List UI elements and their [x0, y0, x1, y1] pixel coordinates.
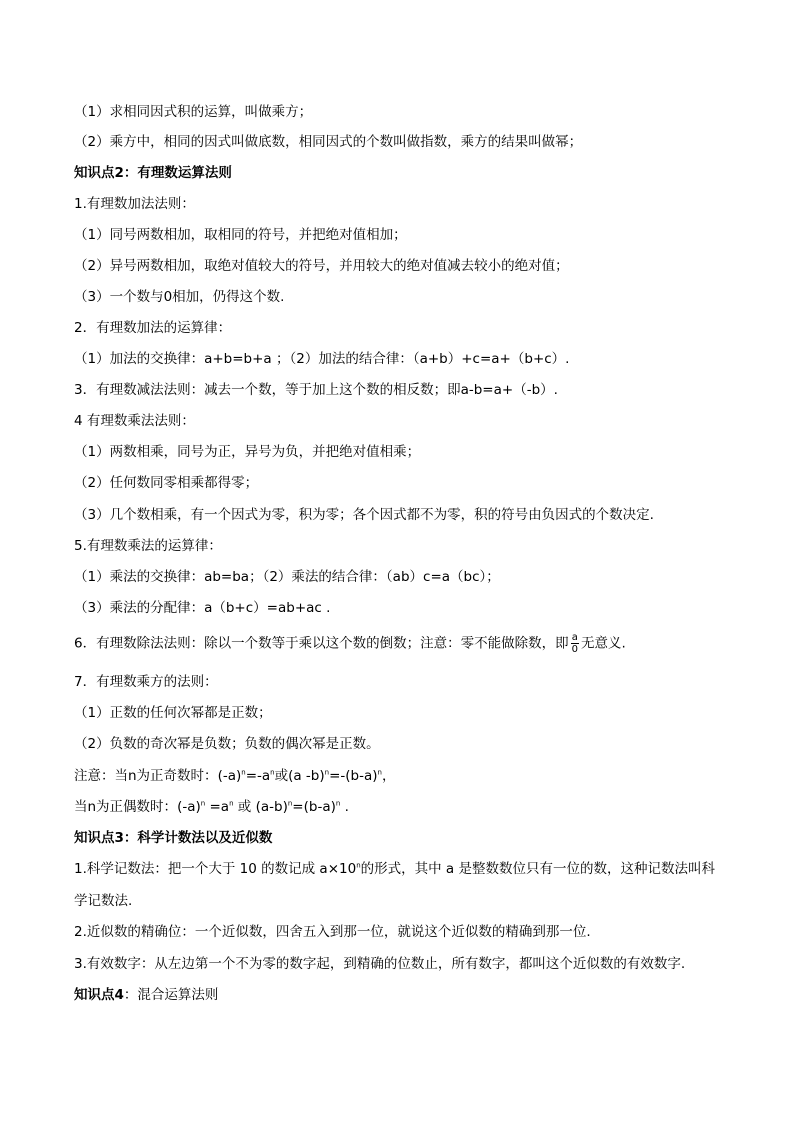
text-line: 1.有理数加法法则： — [74, 196, 195, 212]
section-heading: 知识点3：科学计数法以及近似数 — [74, 830, 273, 846]
exponent: n — [287, 799, 293, 808]
note-prefix: 当n为正偶数时： — [74, 799, 178, 815]
sci-text: 1.科学记数法：把一个大于 10 的数记成 a×10 — [74, 861, 357, 877]
heading-label: 知识点4 — [74, 987, 124, 1003]
text-line: （1）正数的任何次幂都是正数； — [74, 705, 272, 721]
sci-text: 的形式，其中 a 是整数数位只有一位的数，这种记数法叫科 — [360, 861, 715, 877]
text-line: （3）乘法的分配律：a（b+c）=ab+ac . — [74, 600, 331, 616]
text-line: （3）一个数与0相加，仍得这个数. — [74, 289, 285, 305]
text-line: （1）求相同因式积的运算，叫做乘方； — [74, 104, 313, 120]
exponent: n — [241, 768, 246, 777]
division-rule-line — [74, 632, 754, 655]
formula-part: 或(a -b) — [274, 768, 325, 784]
formula-part: (-a) — [177, 799, 201, 815]
note-prefix: 注意：当n为正奇数时： — [74, 768, 218, 784]
formula-part: (-a) — [217, 768, 242, 784]
fraction-denominator: 0 — [571, 644, 578, 655]
text-line: （3）几个数相乘，有一个因式为零，积为零；各个因式都不为零，积的符号由负因式的个数决定. — [74, 507, 654, 523]
fraction — [571, 632, 579, 655]
exponent: n — [356, 861, 361, 870]
formula-part: =(b-a) — [292, 799, 336, 815]
text-line: （2）乘方中，相同的因式叫做底数，相同因式的个数叫做指数，乘方的结果叫做幂； — [74, 134, 583, 150]
even-power-note — [74, 798, 754, 816]
formula-part: =-(b-a) — [329, 768, 378, 784]
exponent: n — [377, 768, 382, 777]
text-line: （2）负数的奇次幂是负数；负数的偶次幂是正数。 — [74, 736, 380, 752]
text-line: （1）两数相乘，同号为正，异号为负，并把绝对值相乘； — [74, 444, 421, 460]
section-heading: 知识点2：有理数运算法则 — [74, 165, 232, 181]
formula-part: . — [340, 799, 349, 815]
fraction-numerator: a — [571, 632, 578, 643]
odd-power-note — [74, 767, 754, 785]
division-rule-tail: 无意义. — [580, 635, 626, 652]
division-rule-text: 6．有理数除法法则：除以一个数等于乘以这个数的倒数；注意：零不能做除数，即 — [74, 635, 569, 652]
text-line: （1）乘法的交换律：ab=ba；（2）乘法的结合律：（ab）c=a（bc）； — [74, 569, 500, 585]
text-line: 4 有理数乘法法则： — [74, 413, 195, 429]
text-line: 7．有理数乘方的法则： — [74, 674, 218, 690]
text-line: 5.有理数乘法的运算律： — [74, 538, 222, 554]
section-heading-4 — [74, 986, 754, 1004]
text-line: （1）同号两数相加，取相同的符号，并把绝对值相加； — [74, 227, 407, 243]
formula-part: =a — [205, 799, 230, 815]
text-line: （2）任何数同零相乘都得零； — [74, 475, 259, 491]
heading-text: ：混合运算法则 — [123, 987, 219, 1003]
exponent: n — [324, 768, 330, 777]
text-line: （2）异号两数相加，取绝对值较大的符号，并用较大的绝对值减去较小的绝对值； — [74, 258, 569, 274]
text-line: 3．有理数减法法则：减去一个数，等于加上这个数的相反数；即a-b=a+（-b）. — [74, 382, 558, 398]
exponent: n — [270, 768, 275, 777]
text-line: 学记数法. — [74, 893, 133, 909]
exponent: n — [229, 799, 234, 808]
scientific-notation-line — [74, 860, 754, 878]
exponent: n — [335, 799, 341, 808]
formula-part: =-a — [245, 768, 271, 784]
text-line: 3.有效数字：从左边第一个不为零的数字起，到精确的位数止，所有数字，都叫这个近似数的有效数字. — [74, 956, 686, 972]
text-line: 2．有理数加法的运算律： — [74, 320, 232, 336]
exponent: n — [200, 799, 206, 808]
text-line: 2.近似数的精确位：一个近似数，四舍五入到那一位，就说这个近似数的精确到那一位. — [74, 924, 591, 940]
formula-part: 或 (a-b) — [233, 799, 288, 815]
formula-part: ， — [381, 768, 396, 784]
text-line: （1）加法的交换律：a+b=b+a ；（2）加法的结合律：（a+b）+c=a+（b+c）. — [74, 351, 570, 367]
